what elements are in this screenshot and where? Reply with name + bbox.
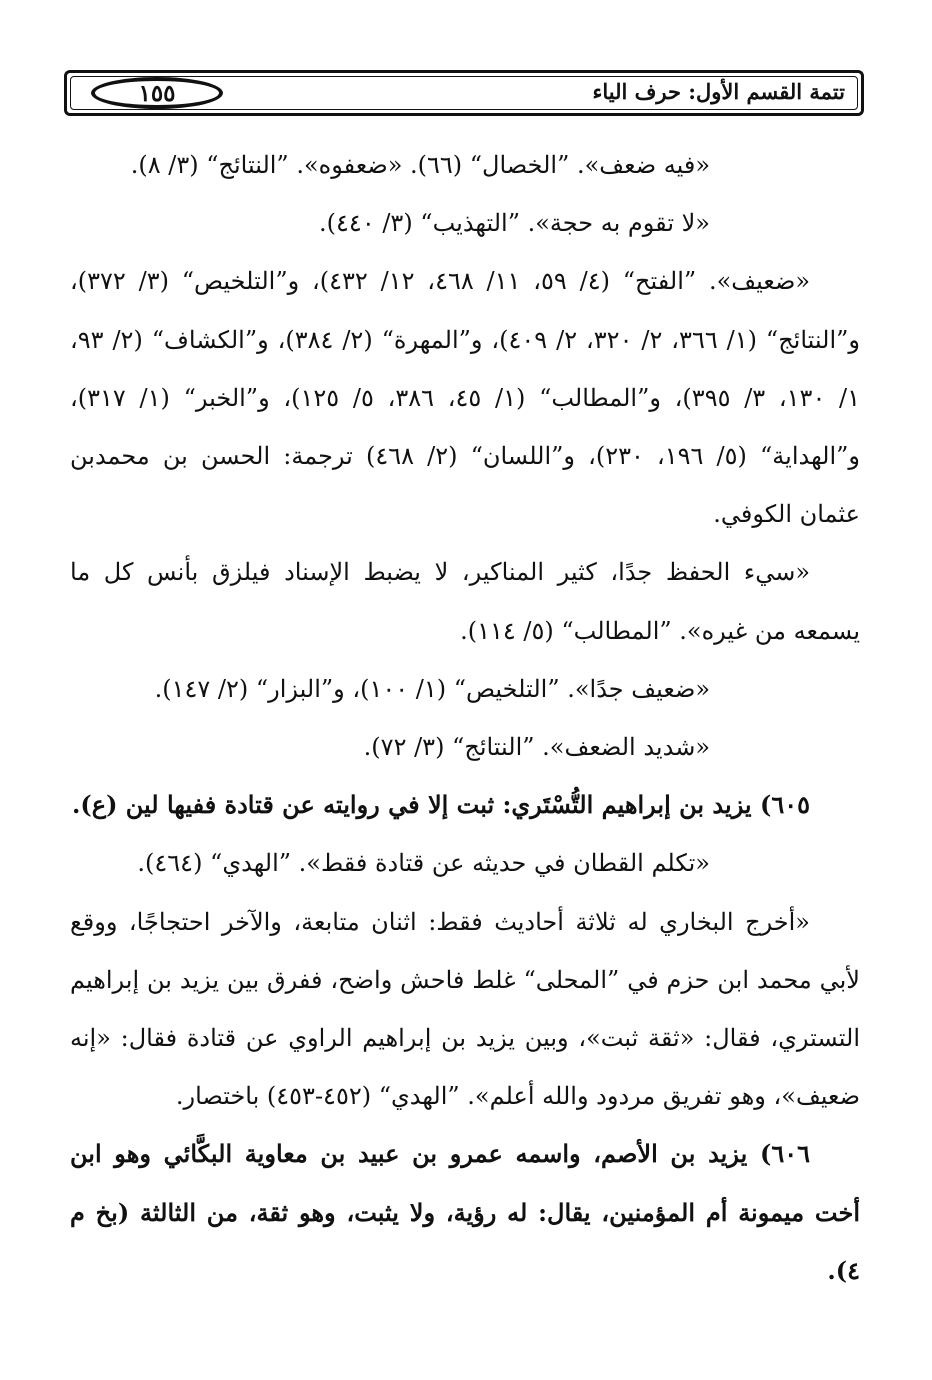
- paragraph: «فيه ضعف». ”الخصال“ (٦٦). «ضعفوه». ”النتائج“ (٣/ ٨).: [130, 151, 710, 179]
- paragraph: «أخرج البخاري له ثلاثة أحاديث فقط: اثنان متابعة، والآخر احتجاجًا، ووقع لأبي محمد ابن حزم في ”المحلى“ غلط فاحش واضح، ففرق بين يزيد بن إبراهيم التستري، فقال: «ثقة ثبت»، وبين يزيد بن إبراهيم الراوي عن قتادة فقال: «إنه ضعيف»، وهو تفريق مردود والله أعلم». ”الهدي“ (٤٥٢-٤٥٣) باختصار.: [70, 907, 860, 1111]
- entry-606: ٦٠٦) يزيد بن الأصم، واسمه عمرو بن عبيد بن معاوية البكَّائي وهو ابن أخت ميمونة أم المؤمنين، يقال: له رؤية، ولا يثبت، وهو ثقة، من الثالثة (بخ م ٤).: [70, 1139, 860, 1285]
- paragraph: «لا تقوم به حجة». ”التهذيب“ (٣/ ٤٤٠).: [319, 209, 710, 238]
- entry-605: ٦٠٥) يزيد بن إبراهيم التُّسْتَري: ثبت إلا في روايته عن قتادة ففيها لين (ع).: [72, 790, 810, 820]
- paragraph: «شديد الضعف». ”النتائج“ (٣/ ٧٢).: [363, 733, 710, 762]
- page-body: [70, 136, 860, 1300]
- page-header: [64, 70, 864, 116]
- paragraph: «تكلم القطان في حديثه عن قتادة فقط». ”الهدي“ (٤٦٤).: [137, 849, 710, 878]
- paragraph: «سيء الحفظ جدًا، كثير المناكير، لا يضبط الإسناد فيلزق بأنس كل ما يسمعه من غيره». ”المطالب“ (٥/ ١١٤).: [70, 558, 860, 645]
- page-number: ١٥٥: [138, 79, 176, 107]
- paragraph: «ضعيف». ”الفتح“ (٤/ ٥٩، ١١/ ٤٦٨، ١٢/ ٤٣٢)، و”التلخيص“ (٣/ ٣٧٢)، و”النتائج“ (١/ ٣٦٦، ٢/ ٣٢٠، ٢/ ٤٠٩)، و”المهرة“ (٢/ ٣٨٤)، و”الكشاف“ (٢/ ٩٣، ١/ ١٣٠، ٣/ ٣٩٥)، و”المطالب“ (١/ ٤٥، ٣٨٦، ٥/ ١٢٥)، و”الخبر“ (١/ ٣١٧)، و”الهداية“ (٥/ ١٩٦، ٢٣٠)، و”اللسان“ (٢/ ٤٦٨) ترجمة: الحسن بن محمدبن عثمان الكوفي.: [70, 267, 861, 529]
- running-title: تتمة القسم الأول: حرف الياء: [592, 79, 845, 104]
- paragraph: «ضعيف جدًا». ”التلخيص“ (١/ ١٠٠)، و”البزار“ (٢/ ١٤٧).: [154, 674, 710, 703]
- page-number-oval: [91, 77, 223, 109]
